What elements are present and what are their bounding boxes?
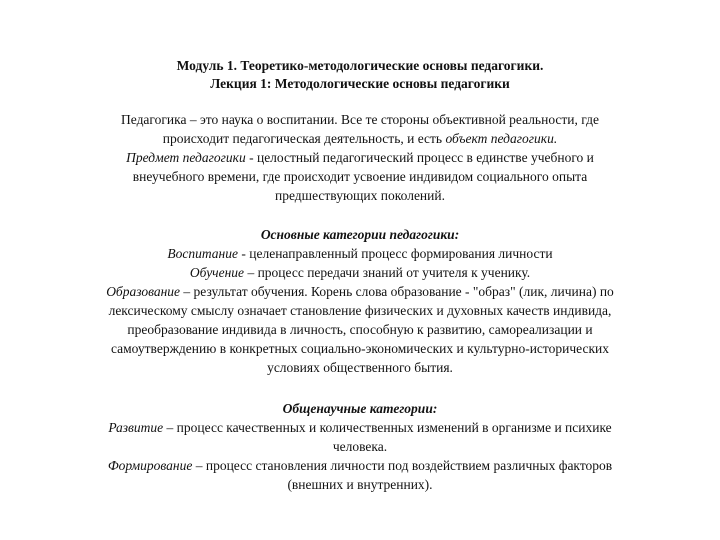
intro-line-3 <box>0 149 720 167</box>
category-line-6: самоутверждению в конкретных социально-экономических и культурно-исторических <box>110 341 610 356</box>
category-line-5: преобразование индивида в личность, способную к развитию, самореализации и <box>127 322 593 337</box>
category-line-2 <box>0 264 720 282</box>
general-line-1-text: – процесс качественных и количественных изменений в организме и психике <box>163 420 612 435</box>
module-title: Модуль 1. Теоретико-методологические основы педагогики. <box>176 58 544 73</box>
category-line-7: условиях общественного бытия. <box>267 360 453 375</box>
general-line-4: (внешних и внутренних). <box>287 477 433 492</box>
development-term: Развитие <box>108 420 164 435</box>
lecture-title: Лекция 1: Методологические основы педагогики <box>210 76 510 91</box>
education-term: Образование <box>106 284 181 299</box>
category-line-3-text: – результат обучения. Корень слова образование - "образ" (лик, личина) по <box>180 284 614 299</box>
formation-term: Формирование <box>107 458 193 473</box>
intro-line-2-text: происходит педагогическая деятельность, и есть <box>162 131 446 146</box>
category-line-3 <box>0 283 720 301</box>
intro-line-3-text: - целостный педагогический процесс в единстве учебного и <box>245 150 594 165</box>
general-line-3-text: – процесс становления личности под воздействием различных факторов <box>192 458 613 473</box>
intro-line-5: предшествующих поколений. <box>275 188 445 203</box>
general-line-2: человека. <box>332 439 388 454</box>
intro-line-2 <box>0 130 720 148</box>
category-line-4: лексическому смыслу означает становление физических и духовных качеств индивида, <box>108 303 612 318</box>
subject-term: Предмет педагогики <box>126 150 246 165</box>
intro-line-1: Педагогика – это наука о воспитании. Все те стороны объективной реальности, где <box>121 112 599 127</box>
general-categories-heading: Общенаучные категории: <box>282 401 438 416</box>
category-line-2-text: – процесс передачи знаний от учителя к ученику. <box>244 265 531 280</box>
upbringing-term: Воспитание <box>167 246 238 261</box>
main-categories-heading: Основные категории педагогики: <box>260 227 460 242</box>
category-line-1-text: - целенаправленный процесс формирования личности <box>238 246 553 261</box>
general-line-1 <box>0 419 720 437</box>
category-line-1 <box>0 245 720 263</box>
intro-line-4: внеучебного времени, где происходит усвоение индивидом социального опыта <box>132 169 588 184</box>
object-term: объект педагогики. <box>445 131 558 146</box>
general-line-3 <box>0 457 720 475</box>
teaching-term: Обучение <box>189 265 245 280</box>
